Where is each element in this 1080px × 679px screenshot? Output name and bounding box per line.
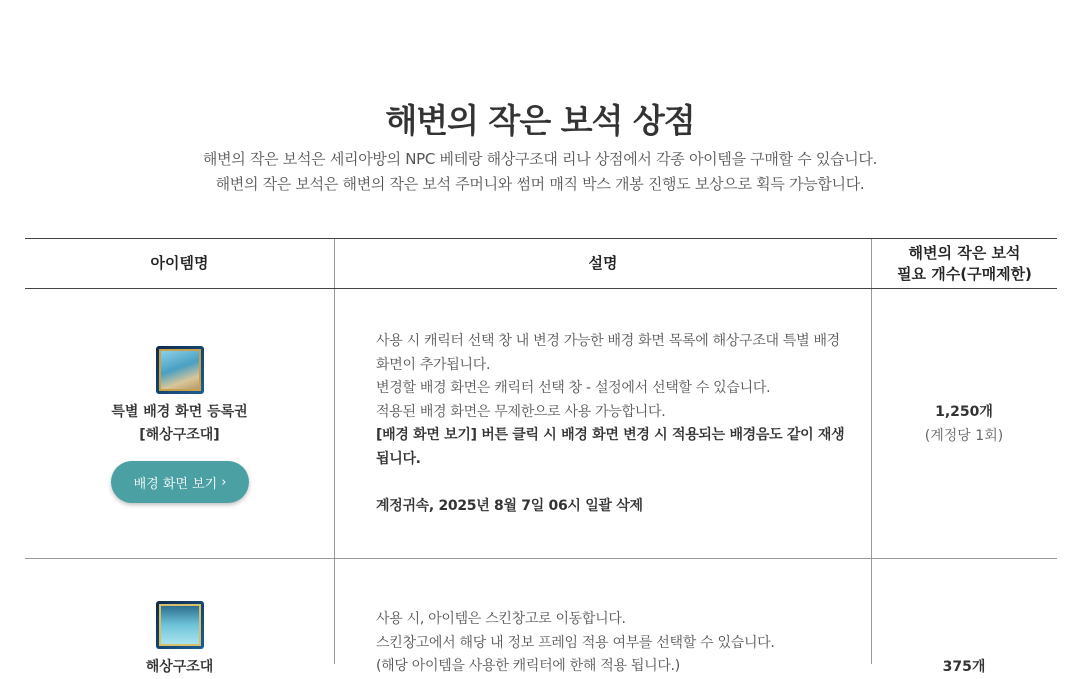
description-line: 스킨창고에서 해당 내 정보 프레임 적용 여부를 선택할 수 있습니다. — [376, 634, 775, 651]
table-header — [25, 238, 1057, 289]
purchase-limit: (계정당 1회) — [924, 428, 1004, 444]
description-line: 적용된 배경 화면은 무제한으로 사용 가능합니다. — [376, 403, 666, 420]
intro-text-line-1: 해변의 작은 보석은 세리아방의 NPC 베테랑 해상구조대 리나 상점에서 각종 아이템을 구매할 수 있습니다. — [202, 150, 878, 168]
quantity-value: 375개 — [942, 659, 986, 675]
description-bold-line: [배경 화면 보기] 버튼 클릭 시 배경 화면 변경 시 적용되는 배경음도 같이 재생 — [376, 427, 845, 443]
required-quantity — [871, 655, 1057, 679]
quantity-value: 1,250개 — [935, 404, 993, 420]
description-line: 사용 시 캐릭터 선택 창 내 변경 가능한 배경 화면 목록에 해상구조대 특별 배경 — [376, 333, 840, 349]
view-background-button[interactable] — [111, 461, 249, 503]
item-description — [376, 608, 846, 679]
chevron-right-icon: › — [221, 474, 227, 490]
description-line: 화면이 추가됩니다. — [376, 356, 491, 373]
header-item-name: 아이템명 — [150, 254, 209, 272]
intro-text-line-2: 해변의 작은 보석은 해변의 작은 보석 주머니와 썸머 매직 박스 개봉 진행도 보상으로 획득 가능합니다. — [215, 175, 865, 193]
item-name-line-1: 해상구조대 — [145, 659, 214, 675]
page-title: 해변의 작은 보석 상점 — [385, 101, 695, 140]
item-name-line-2: [해상구조대] — [139, 427, 220, 443]
header-cost-line-2: 필요 개수(구매제한) — [897, 264, 1032, 283]
description-line: 변경할 배경 화면은 캐릭터 선택 창 - 설정에서 선택할 수 있습니다. — [376, 380, 771, 396]
description-line: (해당 아이템을 사용한 캐릭터에 한해 적용 됩니다.) — [376, 658, 680, 674]
info-frame-icon — [156, 601, 204, 649]
description-footer: 계정귀속, 2025년 8월 7일 06시 일괄 삭제 — [376, 497, 643, 514]
description-line: 사용 시, 아이템은 스킨창고로 이동합니다. — [376, 611, 626, 627]
item-description — [376, 330, 846, 518]
table-row — [25, 289, 1057, 559]
header-cost — [871, 239, 1057, 288]
header-description: 설명 — [334, 239, 871, 288]
item-name-line-1: 특별 배경 화면 등록권 — [111, 404, 248, 420]
required-quantity — [871, 400, 1057, 448]
view-background-button-label: 배경 화면 보기 — [133, 476, 218, 492]
background-screen-ticket-icon — [156, 346, 204, 394]
header-cost-line-1: 해변의 작은 보석 — [908, 243, 1021, 262]
table-row — [25, 559, 1057, 679]
description-bold-line: 됩니다. — [376, 450, 421, 467]
